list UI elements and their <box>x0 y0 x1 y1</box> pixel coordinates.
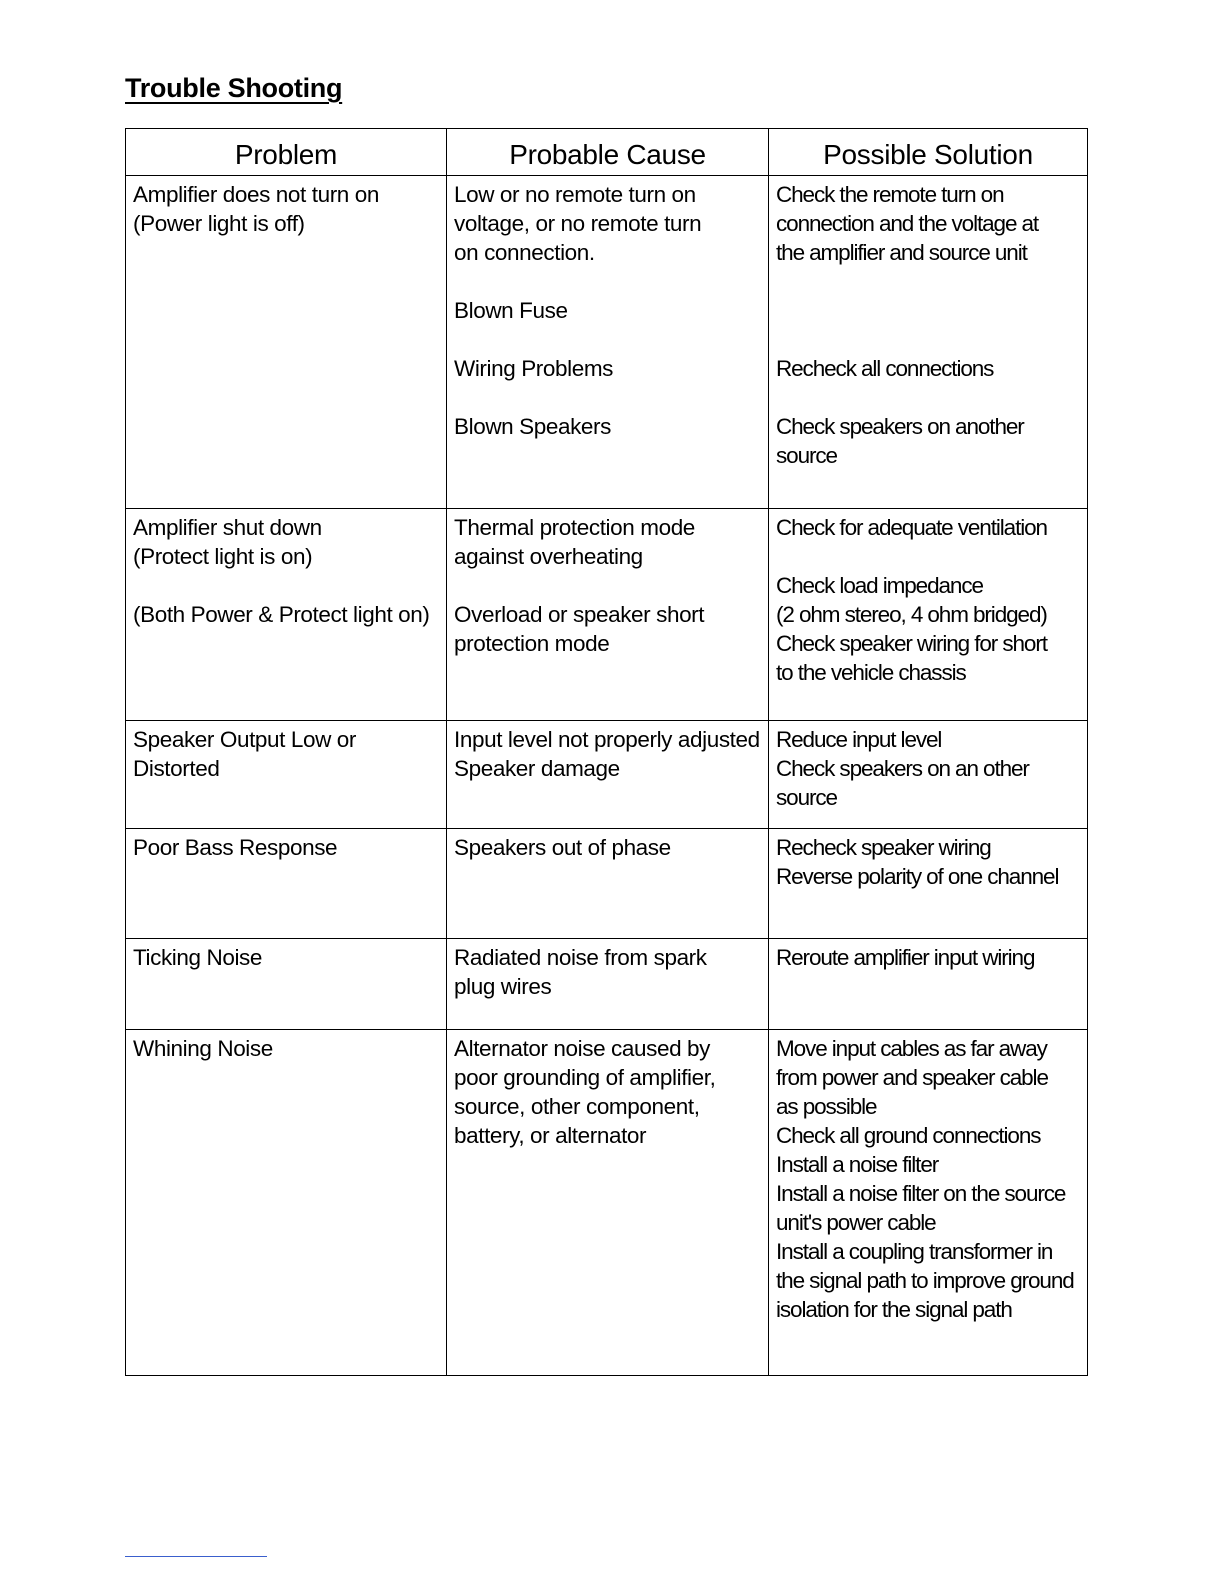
header-probable-cause: Probable Cause <box>447 129 769 176</box>
solution-line: Move input cables as far away <box>776 1036 1047 1061</box>
cause-cell <box>447 1030 769 1376</box>
cause-line: Input level not properly adjusted <box>454 727 760 752</box>
solution-line: Reroute amplifier input wiring <box>776 945 1035 970</box>
problem-line: Amplifier shut down <box>133 515 322 540</box>
solution-line: as possible <box>776 1094 877 1119</box>
cause-line: voltage, or no remote turn <box>454 211 702 236</box>
cause-cell <box>447 721 769 829</box>
cause-cell <box>447 939 769 1030</box>
cell-spacer <box>776 542 1082 571</box>
solution-line: Install a noise filter on the source <box>776 1181 1066 1206</box>
problem-line: (Power light is off) <box>133 211 305 236</box>
cause-line: Low or no remote turn on <box>454 182 696 207</box>
page-title: Trouble Shooting <box>125 73 343 103</box>
solution-cell <box>769 721 1088 829</box>
solution-cell <box>769 829 1088 939</box>
problem-line: Whining Noise <box>133 1036 273 1061</box>
cell-spacer <box>454 383 763 412</box>
cause-cell <box>447 829 769 939</box>
solution-line: Check speakers on another <box>776 414 1024 439</box>
solution-line: Check speakers on an other <box>776 756 1029 781</box>
solution-line: (2 ohm stereo, 4 ohm bridged) <box>776 602 1047 627</box>
cause-line: Thermal protection mode <box>454 515 695 540</box>
table-body <box>126 176 1088 1376</box>
header-possible-solution: Possible Solution <box>769 129 1088 176</box>
solution-line: isolation for the signal path <box>776 1297 1012 1322</box>
cause-line: Wiring Problems <box>454 356 614 381</box>
header-problem: Problem <box>126 129 447 176</box>
solution-line: to the vehicle chassis <box>776 660 966 685</box>
solution-line: Install a noise filter <box>776 1152 939 1177</box>
problem-cell <box>126 509 447 721</box>
problem-line: Speaker Output Low or Distorted <box>133 727 356 781</box>
cell-spacer <box>776 296 1082 325</box>
cause-line: battery, or alternator <box>454 1123 647 1148</box>
cause-line: plug wires <box>454 974 552 999</box>
cause-line: poor grounding of amplifier, <box>454 1065 716 1090</box>
solution-line: source <box>776 443 837 468</box>
cause-line: Overload or speaker short <box>454 602 705 627</box>
problem-line: Ticking Noise <box>133 945 263 970</box>
cell-spacer <box>133 571 441 600</box>
solution-line: Check for adequate ventilation <box>776 515 1047 540</box>
cause-line: Alternator noise caused by <box>454 1036 711 1061</box>
cause-line: Blown Fuse <box>454 298 568 323</box>
table-row <box>126 939 1088 1030</box>
cause-line: source, other component, <box>454 1094 700 1119</box>
cause-line: against overheating <box>454 544 643 569</box>
cell-spacer <box>776 325 1082 354</box>
solution-line: from power and speaker cable <box>776 1065 1048 1090</box>
cause-line: protection mode <box>454 631 610 656</box>
solution-cell <box>769 509 1088 721</box>
solution-line: unit's power cable <box>776 1210 936 1235</box>
problem-cell <box>126 176 447 509</box>
cell-spacer <box>454 325 763 354</box>
problem-line: Poor Bass Response <box>133 835 338 860</box>
cell-spacer <box>454 267 763 296</box>
solution-line: Check the remote turn on <box>776 182 1004 207</box>
solution-line: connection and the voltage at <box>776 211 1039 236</box>
solution-cell <box>769 1030 1088 1376</box>
solution-line: Recheck speaker wiring <box>776 835 991 860</box>
table-row <box>126 176 1088 509</box>
footer-rule <box>125 1556 267 1557</box>
table-header-row <box>126 129 1088 176</box>
cause-cell <box>447 509 769 721</box>
problem-cell <box>126 829 447 939</box>
solution-line: Check all ground connections <box>776 1123 1041 1148</box>
solution-cell <box>769 176 1088 509</box>
table-row <box>126 509 1088 721</box>
table-row <box>126 721 1088 829</box>
solution-line: Check speaker wiring for short <box>776 631 1047 656</box>
problem-cell <box>126 721 447 829</box>
solution-line: Recheck all connections <box>776 356 994 381</box>
cause-cell <box>447 176 769 509</box>
solution-cell <box>769 939 1088 1030</box>
solution-line: Reverse polarity of one channel <box>776 864 1059 889</box>
table-row <box>126 1030 1088 1376</box>
cause-line: Speakers out of phase <box>454 835 671 860</box>
cause-line: on connection. <box>454 240 595 265</box>
solution-line: Check load impedance <box>776 573 983 598</box>
problem-line: Amplifier does not turn on <box>133 182 379 207</box>
solution-line: Reduce input level <box>776 727 942 752</box>
cell-spacer <box>454 571 763 600</box>
solution-line: source <box>776 785 837 810</box>
problem-cell <box>126 939 447 1030</box>
table-row <box>126 829 1088 939</box>
solution-line: Install a coupling transformer in <box>776 1239 1053 1264</box>
cell-spacer <box>776 383 1082 412</box>
solution-line: the signal path to improve ground <box>776 1268 1074 1293</box>
problem-cell <box>126 1030 447 1376</box>
cause-line: Speaker damage <box>454 756 620 781</box>
solution-line: the amplifier and source unit <box>776 240 1027 265</box>
cause-line: Radiated noise from spark <box>454 945 707 970</box>
problem-line: (Protect light is on) <box>133 544 313 569</box>
cause-line: Blown Speakers <box>454 414 611 439</box>
problem-line: (Both Power & Protect light on) <box>133 602 430 627</box>
cell-spacer <box>776 267 1082 296</box>
troubleshooting-table <box>125 128 1088 1376</box>
